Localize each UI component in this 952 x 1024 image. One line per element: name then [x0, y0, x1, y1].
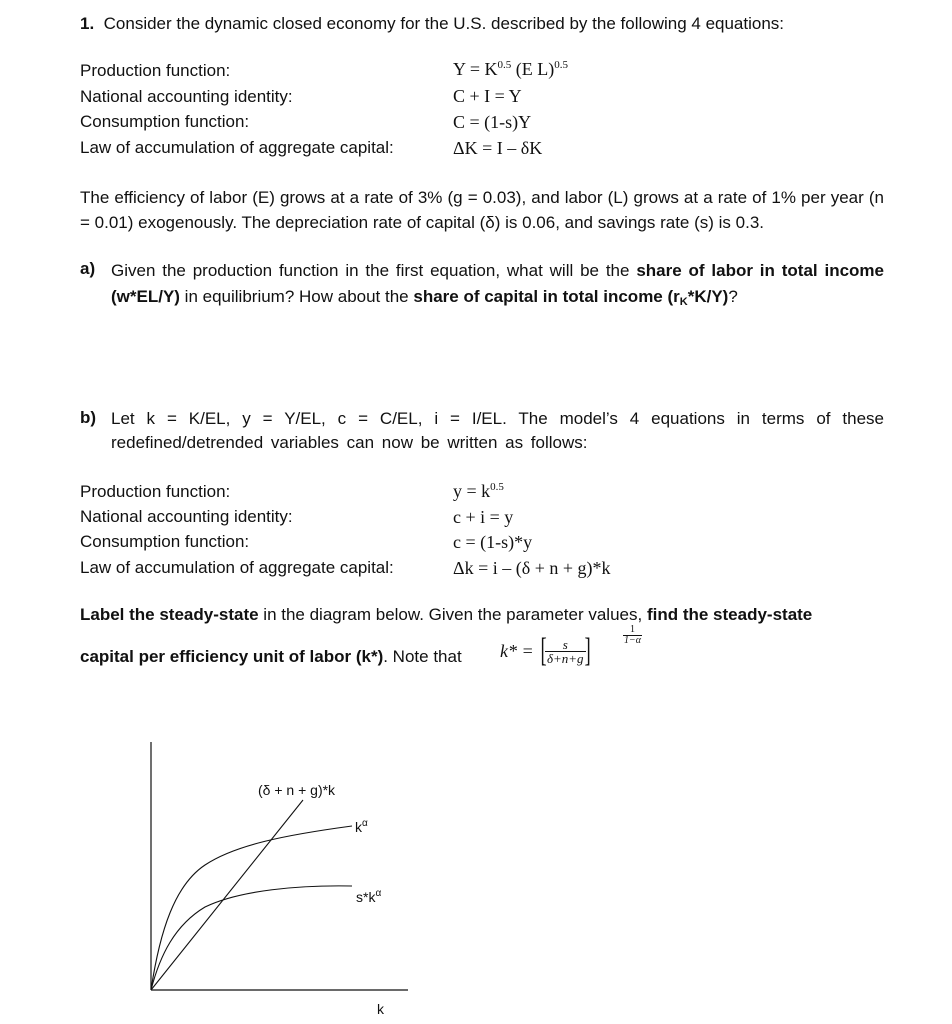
part-a-text-1: Given the production function in the first equation, what will be the	[111, 261, 637, 280]
label-k-alpha-base: k	[355, 819, 362, 835]
part-b-label: b)	[80, 408, 97, 427]
eq-label-consumption: Consumption function:	[80, 112, 250, 131]
task-text-1: in the diagram below. Given the parameter values,	[258, 605, 647, 624]
part-a-capital-share-main: share of capital in total income (r	[413, 287, 680, 306]
b-eq-production-base: y = k	[453, 481, 491, 501]
task-find-kstar-2: capital per efficiency unit of labor (k*)	[80, 647, 384, 666]
b-eq-label-accounting: National accounting identity:	[80, 507, 293, 526]
b-eq-label-consumption: Consumption function:	[80, 532, 250, 551]
part-a-label: a)	[80, 259, 96, 278]
curve-k-alpha	[151, 826, 352, 990]
part-a-capital-share-sub: K	[679, 296, 688, 308]
task-label-steady-state: Label the steady-state	[80, 605, 259, 624]
label-k-alpha-exp: α	[362, 818, 368, 829]
eq-accounting: C + I = Y	[453, 86, 522, 106]
parameters-paragraph: The efficiency of labor (E) grows at a rate of 3% (g = 0.03), and labor (L) grows at a rate of 1% per year (n = 0.01) exogenously. The depreciation rate of capital (δ) is 0.06, and savings rate (s) is 0.3.	[80, 188, 884, 232]
eq-accumulation: ΔK = I – δK	[453, 138, 543, 158]
curve-s-k-alpha	[151, 886, 352, 990]
label-s-k-alpha-base: s*k	[356, 889, 376, 905]
b-eq-accumulation: Δk = i – (δ + n + g)*k	[453, 558, 611, 578]
part-a-labor-share: share of labor in total income (w*EL/Y)	[111, 261, 884, 306]
b-eq-label-accumulation: Law of accumulation of aggregate capital:	[80, 558, 394, 577]
eq-production-mid: (E L)	[511, 59, 555, 79]
b-eq-consumption: c = (1-s)*y	[453, 532, 533, 552]
label-k-alpha	[355, 818, 368, 835]
eq-label-accounting: National accounting identity:	[80, 87, 293, 106]
eq-production-base: Y = K	[453, 59, 498, 79]
b-eq-label-production: Production function:	[80, 482, 231, 501]
part-a-text-2: in equilibrium? How about the	[179, 287, 414, 306]
label-s-k-alpha	[356, 888, 381, 905]
depreciation-line	[151, 800, 303, 990]
task-find-kstar-1: find the steady-state	[646, 605, 813, 624]
b-eq-production-exp: 0.5	[490, 481, 504, 493]
kstar-bracket-right: ]	[584, 632, 591, 669]
kstar-numerator: s	[545, 638, 586, 652]
kstar-exponent-num: 1	[623, 625, 642, 636]
label-depreciation-line: (δ + n + g)*k	[258, 782, 336, 798]
task-text-2: . Note that	[383, 647, 462, 666]
part-a-text-3: ?	[728, 287, 738, 306]
part-a-capital-share-end: *K/Y)	[687, 287, 729, 306]
kstar-exponent-den: 1−α	[624, 635, 641, 646]
b-eq-accounting: c + i = y	[453, 507, 514, 527]
question-number: 1.	[80, 14, 95, 33]
kstar-denominator: δ+n+g	[546, 650, 584, 666]
x-axis-label: k	[377, 1001, 384, 1017]
eq-production-exp-el: 0.5	[554, 59, 568, 71]
part-b-intro: Let k = K/EL, y = Y/EL, c = C/EL, i = I/EL. The model’s 4 equations in terms of these redefined/detrended variables can now be written as follows:	[111, 409, 884, 452]
eq-consumption: C = (1-s)Y	[453, 112, 532, 132]
eq-label-accumulation: Law of accumulation of aggregate capital:	[80, 138, 394, 157]
question-intro-text: Consider the dynamic closed economy for the U.S. described by the following 4 equations:	[103, 14, 785, 33]
kstar-bracket-left: [	[540, 632, 547, 669]
kstar-formula-lhs: k* =	[500, 641, 534, 661]
eq-label-production: Production function:	[80, 61, 231, 80]
label-s-k-alpha-exp: α	[375, 888, 382, 899]
eq-production-exp-k: 0.5	[497, 59, 512, 71]
